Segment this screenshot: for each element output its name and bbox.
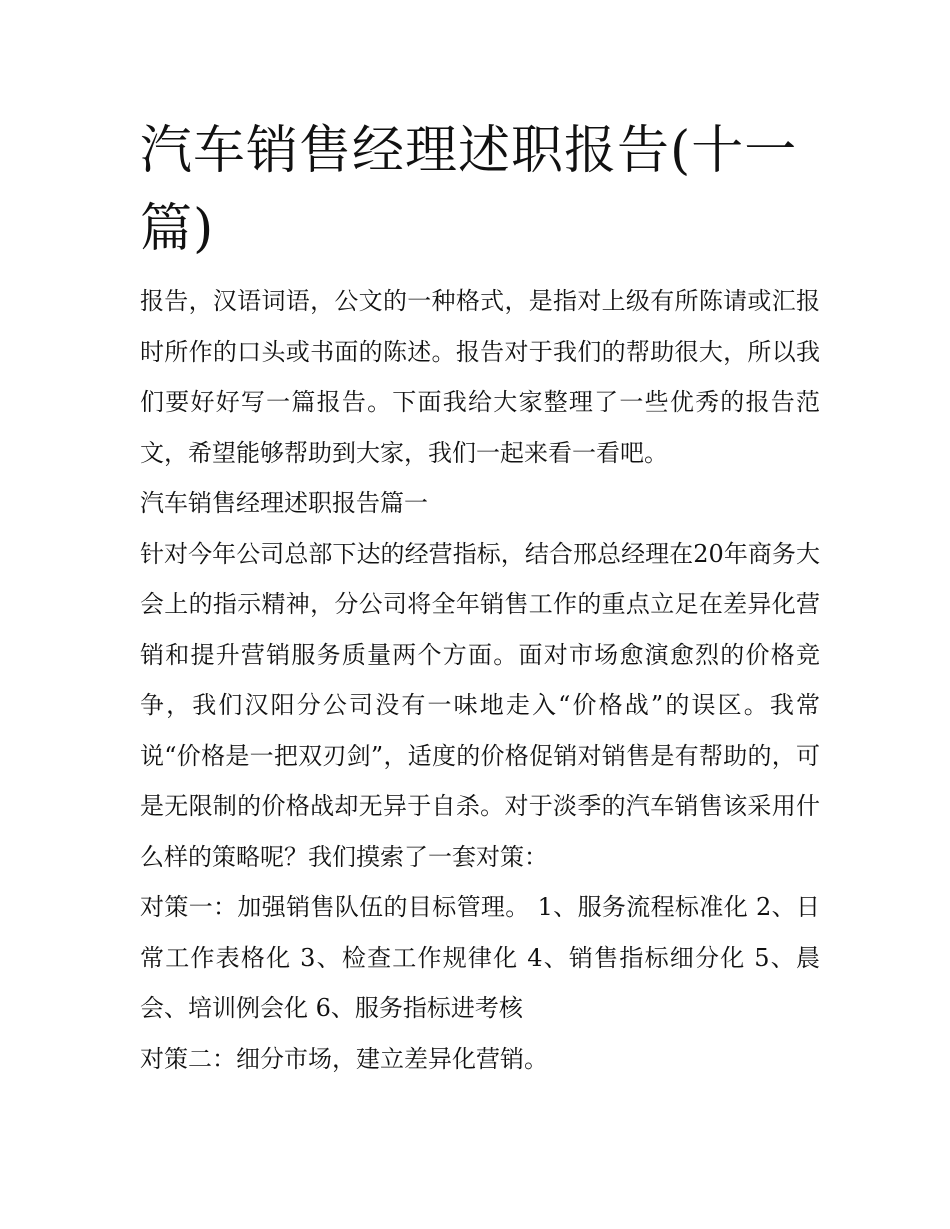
intro-paragraph: 报告，汉语词语，公文的一种格式，是指对上级有所陈请或汇报时所作的口头或书面的陈述。报告对于我们的帮助很大，所以我们要好好写一篇报告。下面我给大家整理了一些优秀的报告范文，希望能够帮助到大家，我们一起来看一看吧。 bbox=[140, 287, 820, 467]
body-paragraph: 针对今年公司总部下达的经营指标，结合邢总经理在20年商务大会上的指示精神，分公司将全年销售工作的重点立足在差异化营销和提升营销服务质量两个方面。面对市场愈演愈烈的价格竞争，我们汉阳分公司没有一味地走入“价格战”的误区。我常说“价格是一把双刃剑”，适度的价格促销对销售是有帮助的，可是无限制的价格战却无异于自杀。对于淡季的汽车销售该采用什么样的策略呢？我们摸索了一套对策： bbox=[140, 539, 820, 871]
strategy-two-paragraph: 对策二：细分市场，建立差异化营销。 bbox=[140, 1044, 548, 1073]
document-body bbox=[140, 276, 820, 1084]
strategy-one-paragraph: 对策一：加强销售队伍的目标管理。 1、服务流程标准化 2、日常工作表格化 3、检查工作规律化 4、销售指标细分化 5、晨会、培训例会化 6、服务指标进考核 bbox=[140, 893, 820, 1022]
section-heading: 汽车销售经理述职报告篇一 bbox=[140, 489, 428, 517]
document-title: 汽车销售经理述职报告(十一篇) bbox=[140, 121, 798, 259]
